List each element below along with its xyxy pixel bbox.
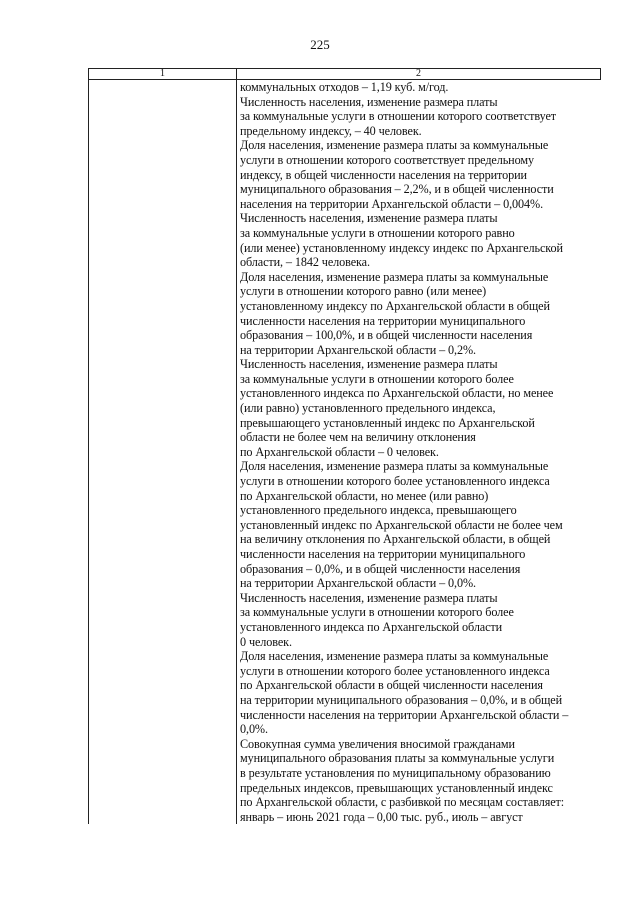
document-table: [88, 68, 601, 824]
text-line: численности населения на территории Архангельской области –: [240, 707, 569, 722]
text-line: образования – 0,0%, и в общей численности населения: [240, 561, 521, 576]
text-line: Доля населения, изменение размера платы за коммунальные: [240, 269, 549, 284]
text-line: установленного предельного индекса, превышающего: [240, 503, 517, 518]
text-line: по Архангельской области, с разбивкой по месяцам составляет:: [240, 795, 565, 810]
table-cell-column-2: [237, 80, 601, 825]
text-line: предельному индексу, – 40 человек.: [240, 123, 422, 138]
text-line: по Архангельской области в общей численности населения: [240, 678, 543, 693]
text-line: за коммунальные услуги в отношении которого равно: [240, 225, 515, 240]
text-line: 0 человек.: [240, 634, 292, 649]
text-line: 0,0%.: [240, 722, 268, 737]
text-line: образования – 100,0%, и в общей численности населения: [240, 328, 533, 343]
text-line: предельных индексов, превышающих установленный индекс: [240, 780, 553, 795]
text-line: (или равно) установленного предельного индекса,: [240, 401, 496, 416]
text-line: на территории Архангельской области – 0,0%.: [240, 576, 476, 591]
text-line: за коммунальные услуги в отношении которого более: [240, 371, 514, 386]
text-line: численности населения на территории муниципального: [240, 547, 526, 561]
text-line: за коммунальные услуги в отношении которого соответствует: [240, 109, 557, 124]
text-line: услуги в отношении которого равно (или менее): [240, 284, 487, 299]
text-line: за коммунальные услуги в отношении которого более: [240, 605, 514, 620]
text-line: Численность населения, изменение размера платы: [240, 590, 498, 605]
text-line: Численность населения, изменение размера платы: [240, 357, 498, 372]
text-line: индексу, в общей численности населения на территории: [240, 167, 527, 182]
text-line: Доля населения, изменение размера платы за коммунальные: [240, 649, 549, 664]
text-line: коммунальных отходов – 1,19 куб. м/год.: [240, 80, 449, 94]
text-line: по Архангельской области, но менее (или равно): [240, 488, 489, 503]
text-line: Доля населения, изменение размера платы за коммунальные: [240, 459, 549, 474]
text-line: Доля населения, изменение размера платы за коммунальные: [240, 138, 549, 153]
text-line: Совокупная сумма увеличения вносимой гражданами: [240, 736, 515, 751]
text-line: установленному индексу по Архангельской области в общей: [240, 298, 550, 313]
text-line: области, – 1842 человека.: [240, 255, 370, 270]
text-line: Численность населения, изменение размера платы: [240, 94, 498, 109]
text-line: муниципального образования – 2,2%, и в общей численности: [240, 182, 554, 197]
text-line: населения на территории Архангельской области – 0,004%.: [240, 196, 544, 211]
text-line: по Архангельской области – 0 человек.: [240, 444, 439, 459]
text-line: установленный индекс по Архангельской области не более чем: [240, 517, 563, 532]
page-number: 225: [310, 37, 330, 52]
table-row: [89, 80, 601, 825]
text-line: Численность населения, изменение размера платы: [240, 211, 498, 226]
text-line: области не более чем на величину отклонения: [240, 430, 476, 445]
text-line: (или менее) установленному индексу индекс по Архангельской: [240, 240, 563, 255]
text-line: на территории муниципального образования – 0,0%, и в общей: [240, 692, 563, 707]
text-line: услуги в отношении которого соответствует предельному: [240, 152, 534, 167]
table-cell-column-1: [89, 80, 237, 825]
text-line: установленного индекса по Архангельской области, но менее: [240, 386, 554, 401]
text-line: январь – июнь 2021 года – 0,00 тыс. руб., июль – август: [240, 809, 523, 824]
column-header-2: 2: [237, 69, 601, 80]
text-line: численности населения на территории муниципального: [240, 313, 526, 328]
column-header-1: 1: [89, 69, 237, 80]
text-line: услуги в отношении которого более установленного индекса: [240, 663, 550, 678]
text-line: муниципального образования платы за коммунальные услуги: [240, 751, 555, 766]
text-line: в результате установления по муниципальному образованию: [240, 765, 551, 780]
table-header-row: [89, 69, 601, 80]
text-line: установленного индекса по Архангельской области: [240, 619, 503, 634]
text-line: на территории Архангельской области – 0,2%.: [240, 342, 476, 357]
text-line: услуги в отношении которого более установленного индекса: [240, 474, 550, 489]
text-line: превышающего установленный индекс по Архангельской: [240, 415, 535, 430]
text-line: на величину отклонения по Архангельской области, в общей: [240, 532, 551, 547]
